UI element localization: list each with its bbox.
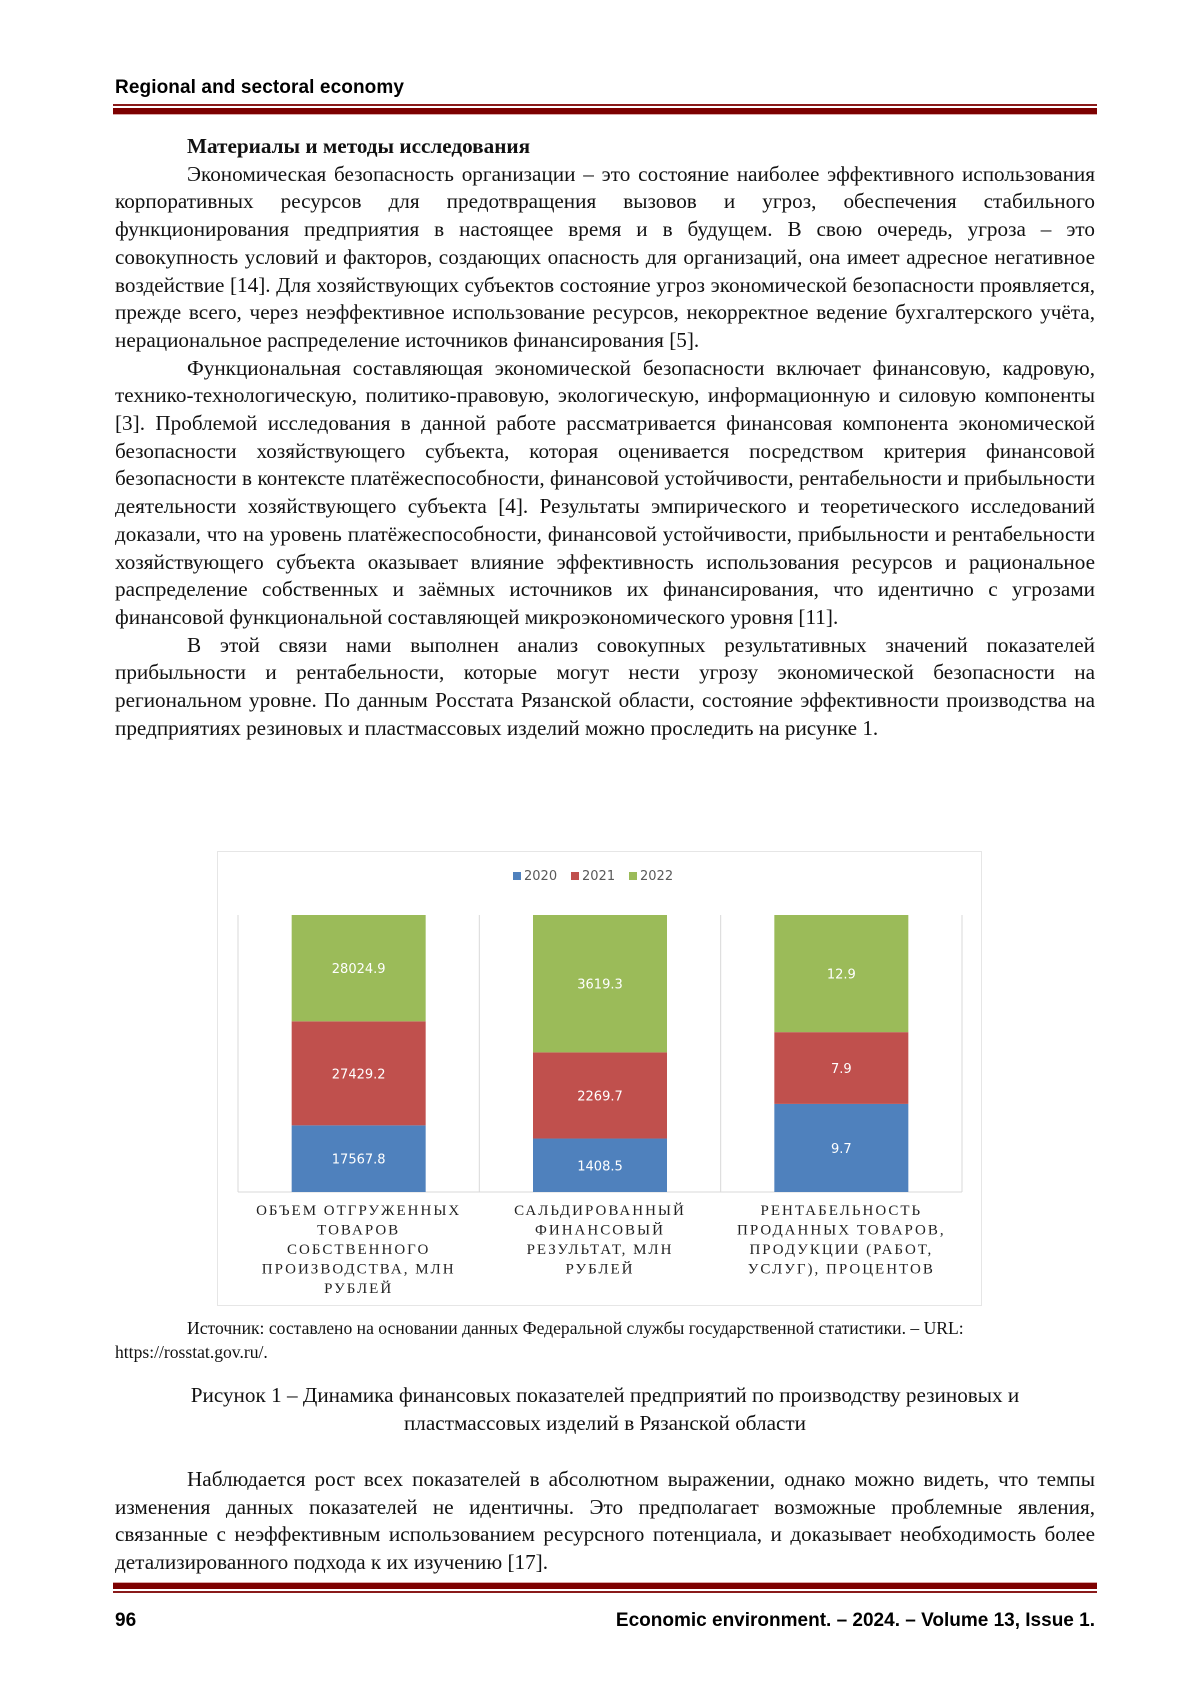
figure-caption-line: пластмассовых изделий в Рязанской области (403, 1410, 807, 1435)
page-number: 96 (115, 1610, 137, 1631)
category-label-line: ТОВАРОВ (317, 1222, 401, 1239)
data-label-2020: 17567.8 (331, 1152, 386, 1168)
data-label-2021: 2269.7 (577, 1089, 623, 1105)
data-label-2022: 28024.9 (331, 962, 386, 978)
paragraph: Экономическая безопасность организации – это состояние наиболее эффективного использования корпоративных ресурсов для предотвращения вызовов и угроз, обеспечения стабильного функционирования предприятия в настоящее время и в будущем. В свою очередь, угроза – это совокупность условий и факторов, создающих опасность для организаций, она имеет адресное негативное воздействие [14]. Для хозяйствующих субъектов состояние угроз экономической безопасности проявляется, прежде всего, через неэффективное использование ресурсов, некорректное ведение бухгалтерского учёта, нерациональное распределение источников финансирования [5]. (115, 161, 1095, 352)
legend-swatch-2020 (513, 872, 521, 880)
section-title: Материалы и методы исследования (187, 134, 531, 158)
source-note-text: Источник: составлено на основании данных Федеральной службы государственной статистики. – URL: (187, 1318, 964, 1338)
legend-label-2020: 2020 (524, 869, 558, 884)
footer-rule (113, 1582, 1097, 1593)
category-label-line: РЕНТАБЕЛЬНОСТЬ (760, 1203, 923, 1219)
figure-source-note (115, 1316, 1095, 1364)
category-label-line: ПРОДУКЦИИ (РАБОТ, (749, 1242, 934, 1258)
article-body (115, 133, 1095, 742)
figure-caption (115, 1382, 1095, 1437)
data-label-2022: 12.9 (826, 967, 856, 983)
data-label-2020: 9.7 (830, 1141, 852, 1157)
paragraph: Функциональная составляющая экономической безопасности включает финансовую, кадровую, технико-технологическую, политико-правовую, экологическую, информационную и силовую компоненты [3]. Проблемой исследования в данной работе рассматривается финансовая компонента экономической безопасности хозяйствующего субъекта, которая оценивается посредством критерия финансовой безопасности в контексте платёжеспособности, финансовой устойчивости, рентабельности и прибыльности деятельности хозяйствующего субъекта [4]. Результаты эмпирического и теоретического исследований доказали, что на уровень платёжеспособности, финансовой устойчивости, прибыльности и рентабельности хозяйствующего субъекта оказывает влияние эффективность использования ресурсов и рациональное распределение собственных и заёмных источников их финансирования, что идентично с угрозами финансовой функциональной составляющей микроэкономического уровня [11]. (115, 355, 1095, 629)
legend-swatch-2022 (629, 872, 637, 880)
running-head: Regional and sectoral economy (115, 77, 405, 98)
header-rule (113, 104, 1097, 115)
paragraph: Наблюдается рост всех показателей в абсолютном выражении, однако можно видеть, что темпы изменения данных показателей не идентичны. Это предполагает возможные проблемные явления, связанные с неэффективным использованием ресурсного потенциала, и доказывает необходимость более детализированного подхода к их изучению [17]. (115, 1467, 1095, 1575)
legend-label-2022: 2022 (640, 869, 674, 884)
data-label-2021: 7.9 (830, 1062, 852, 1078)
category-label-line: ФИНАНСОВЫЙ (535, 1222, 665, 1239)
category-label-line: УСЛУГ), ПРОЦЕНТОВ (747, 1261, 935, 1278)
category-label-line: СОБСТВЕННОГО (287, 1242, 431, 1258)
category-label-line: РУБЛЕЙ (565, 1261, 635, 1278)
figure-chart (217, 851, 982, 1306)
data-label-2021: 27429.2 (331, 1067, 386, 1083)
category-label-line: РУБЛЕЙ (324, 1281, 394, 1297)
stacked-bar-chart (218, 852, 983, 1307)
legend-swatch-2021 (571, 872, 579, 880)
category-label-line: САЛЬДИРОВАННЫЙ (514, 1203, 686, 1219)
category-label-line: ПРОИЗВОДСТВА, МЛН (261, 1261, 456, 1278)
data-label-2022: 3619.3 (577, 977, 623, 993)
legend-label-2021: 2021 (582, 869, 616, 884)
category-label-line: ОБЪЕМ ОТГРУЖЕННЫХ (256, 1203, 462, 1219)
paragraph: В этой связи нами выполнен анализ совокупных результативных значений показателей прибыльности и рентабельности, которые могут нести угрозу экономической безопасности на региональном уровне. По данным Росстата Рязанской области, состояние эффективности производства на предприятиях резиновых и пластмассовых изделий можно проследить на рисунке 1. (115, 632, 1095, 740)
article-body-continued (115, 1466, 1095, 1577)
figure-caption-line: Рисунок 1 – Динамика финансовых показателей предприятий по производству резиновых и (190, 1383, 1020, 1407)
source-note-url[interactable]: https://rosstat.gov.ru/. (115, 1342, 268, 1362)
category-label-line: ПРОДАННЫХ ТОВАРОВ, (737, 1222, 946, 1239)
chart-legend (513, 869, 673, 884)
journal-citation: Economic environment. – 2024. – Volume 13, Issue 1. (615, 1610, 1095, 1631)
category-label-line: РЕЗУЛЬТАТ, МЛН (526, 1242, 674, 1258)
data-label-2020: 1408.5 (577, 1159, 623, 1175)
